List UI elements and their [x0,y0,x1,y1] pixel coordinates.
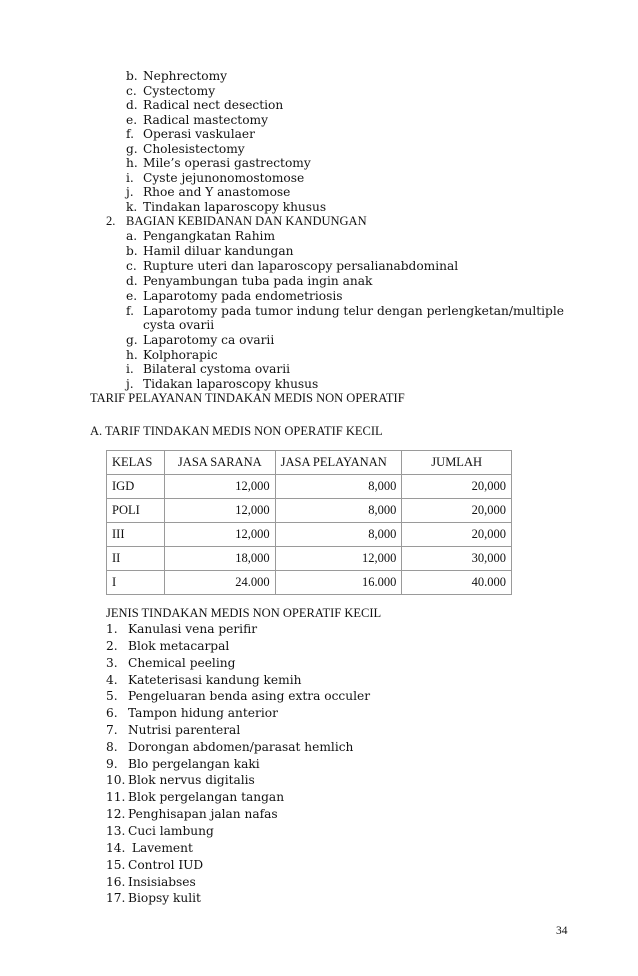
list-item: 3. Chemical peeling [106,656,236,670]
table-cell: 18,000 [164,547,275,571]
table-cell: I [107,571,165,595]
list-item: 5. Pengeluaran benda asing extra occuler [106,689,371,703]
table-cell: 8,000 [275,475,402,499]
list-item: 8. Dorongan abdomen/parasat hemlich [106,740,354,754]
list-item: j. Rhoe and Y anastomose [126,185,291,199]
list-item: 14. Lavement [106,841,193,855]
list-item: 7. Nutrisi parenteral [106,723,241,737]
list-item: d. Penyambungan tuba pada ingin anak [126,274,373,288]
list-item: h. Kolphorapic [126,348,218,362]
table-cell: II [107,547,165,571]
tariff-table [106,450,512,595]
table-cell: 12,000 [164,523,275,547]
list-item: c. Rupture uteri dan laparoscopy persalianabdominal [126,259,459,273]
list-item: e. Radical mastectomy [126,113,268,127]
list-item-continuation: cysta ovarii [143,318,215,332]
list-item: h. Mile’s operasi gastrectomy [126,156,311,170]
list-title: JENIS TINDAKAN MEDIS NON OPERATIF KECIL [106,606,382,620]
list-item: g. Laparotomy ca ovarii [126,333,275,347]
list-item: f. Laparotomy pada tumor indung telur dengan perlengketan/multiple [126,304,564,318]
table-cell: 20,000 [402,523,512,547]
page-number: 34 [556,925,568,937]
table-cell: 30,000 [402,547,512,571]
header-cell: KELAS [107,451,165,475]
list-item: i. Cyste jejunonomostomose [126,171,305,185]
table-cell: 12,000 [164,499,275,523]
list-item: 4. Kateterisasi kandung kemih [106,673,302,687]
list-item: b. Nephrectomy [126,69,228,83]
table-cell: 20,000 [402,475,512,499]
table-cell: 20,000 [402,499,512,523]
list-item: b. Hamil diluar kandungan [126,244,294,258]
list-item: 9. Blo pergelangan kaki [106,757,260,771]
list-item: 13. Cuci lambung [106,824,214,838]
main-heading: TARIF PELAYANAN TINDAKAN MEDIS NON OPERATIF [90,391,405,405]
list-item: i. Bilateral cystoma ovarii [126,362,290,376]
table-cell: POLI [107,499,165,523]
section-heading: 2. BAGIAN KEBIDANAN DAN KANDUNGAN [106,214,367,228]
list-item: 10. Blok nervus digitalis [106,773,255,787]
list-item: g. Cholesistectomy [126,142,245,156]
table-cell: 16.000 [275,571,402,595]
list-item: j. Tidakan laparoscopy khusus [126,377,319,391]
list-item: 2. Blok metacarpal [106,639,230,653]
table-row [107,547,512,571]
table-cell: 24.000 [164,571,275,595]
header-cell: JUMLAH [402,451,512,475]
table-header-row [107,451,512,475]
list-item: 15. Control IUD [106,858,204,872]
list-item: f. Operasi vaskulaer [126,127,255,141]
header-cell: JASA SARANA [164,451,275,475]
list-item: 17. Biopsy kulit [106,891,201,905]
table-cell: 8,000 [275,499,402,523]
list-item: a. Pengangkatan Rahim [126,229,275,243]
table-cell: 8,000 [275,523,402,547]
list-item: 6. Tampon hidung anterior [106,706,278,720]
table-row [107,523,512,547]
subsection-heading: A. TARIF TINDAKAN MEDIS NON OPERATIF KECIL [90,424,383,438]
table-row [107,571,512,595]
table-cell: 12,000 [275,547,402,571]
header-cell: JASA PELAYANAN [275,451,402,475]
table-cell: 12,000 [164,475,275,499]
list-item: 11. Blok pergelangan tangan [106,790,285,804]
list-item: d. Radical nect desection [126,98,284,112]
table-row [107,475,512,499]
table-cell: 40.000 [402,571,512,595]
list-item: k. Tindakan laparoscopy khusus [126,200,327,214]
list-item: c. Cystectomy [126,84,216,98]
list-item: 16. Insisiabses [106,875,196,889]
list-item: 12. Penghisapan jalan nafas [106,807,278,821]
table-cell: IGD [107,475,165,499]
table-cell: III [107,523,165,547]
list-item: e. Laparotomy pada endometriosis [126,289,343,303]
list-item: 1. Kanulasi vena perifir [106,622,258,636]
table-row [107,499,512,523]
